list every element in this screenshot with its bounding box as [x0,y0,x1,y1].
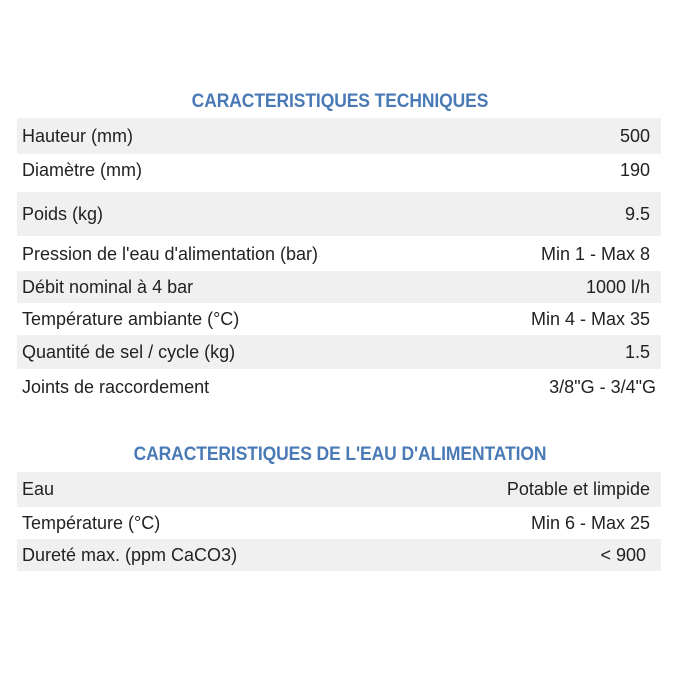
row-value-height: 500 [619,125,650,146]
row-value-hardness: < 900 [600,544,646,565]
table-row [17,303,661,335]
row-label-ambient-temp: Température ambiante (°C) [22,308,240,329]
table-row [17,369,661,405]
table-row [17,539,661,571]
row-value-weight: 9.5 [624,203,650,224]
table-row [17,154,661,186]
table-row [17,335,661,369]
row-label-water: Eau [22,479,55,499]
row-value-ambient-temp: Min 4 - Max 35 [530,308,650,329]
row-label-height: Hauteur (mm) [22,125,134,146]
row-value-salt: 1.5 [624,341,650,362]
table-row [17,118,661,154]
row-label-pressure: Pression de l'eau d'alimentation (bar) [22,243,319,264]
row-value-flow: 1000 l/h [585,276,650,297]
row-value-joints: 3/8"G - 3/4"G [549,376,656,397]
table-row [17,472,661,507]
table-row [17,507,661,539]
row-value-water-temp: Min 6 - Max 25 [530,512,650,533]
row-label-salt: Quantité de sel / cycle (kg) [22,341,236,362]
water-section-title: CARACTERISTIQUES DE L'EAU D'ALIMENTATION [133,444,547,465]
row-value-diameter: 190 [619,159,650,180]
water-table [17,472,661,572]
row-label-joints: Joints de raccordement [22,376,210,397]
technical-section-title: CARACTERISTIQUES TECHNIQUES [191,91,489,112]
row-label-weight: Poids (kg) [22,203,104,224]
technical-table [17,118,661,408]
table-row [17,271,661,303]
table-row [17,192,661,236]
row-label-water-temp: Température (°C) [22,512,161,533]
row-label-hardness: Dureté max. (ppm CaCO3) [22,544,238,565]
row-label-flow: Débit nominal à 4 bar [22,276,194,297]
row-value-pressure: Min 1 - Max 8 [540,243,650,264]
row-value-water: Potable et limpide [506,479,650,499]
table-row [17,237,661,271]
row-label-diameter: Diamètre (mm) [22,159,142,180]
